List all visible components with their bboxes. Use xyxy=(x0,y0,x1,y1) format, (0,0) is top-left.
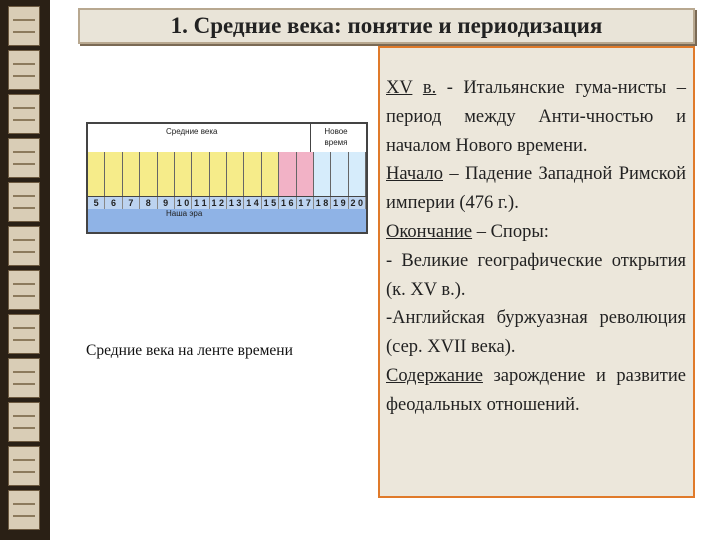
century-number: 1 8 xyxy=(314,197,331,209)
text-panel xyxy=(378,46,695,498)
century-number: 1 5 xyxy=(262,197,279,209)
timeline-column xyxy=(175,152,192,196)
start-text: – Падение Западной Римской империи (476 г.). xyxy=(386,164,686,214)
era-row xyxy=(88,209,366,232)
timeline-column xyxy=(210,152,227,196)
century-number: 1 1 xyxy=(192,197,209,209)
century-number: 9 xyxy=(158,197,175,209)
paragraph-discoveries: - Великие географические открытия (к. XV в.). xyxy=(386,250,686,300)
timeline-column xyxy=(192,152,209,196)
film-strip-cell xyxy=(8,226,40,266)
title-box xyxy=(78,8,695,44)
timeline-column xyxy=(227,152,244,196)
film-strip-cell xyxy=(8,402,40,442)
era-label: Наша эра xyxy=(166,209,203,218)
century-number: 1 3 xyxy=(227,197,244,209)
film-strip-cell xyxy=(8,314,40,354)
timeline-column xyxy=(349,152,366,196)
century-number: 6 xyxy=(105,197,122,209)
century-number-row xyxy=(88,196,366,210)
paragraph-content xyxy=(386,362,686,420)
century-label: XV xyxy=(386,78,413,98)
new-time-divider xyxy=(310,124,311,152)
left-panel xyxy=(78,48,378,498)
film-strip-cell xyxy=(8,138,40,178)
timeline-image xyxy=(86,122,368,234)
slide-title: 1. Средние века: понятие и периодизация xyxy=(170,13,603,38)
content-text: зарождение и развитие феодальных отношений. xyxy=(386,365,686,415)
film-strip-cell xyxy=(8,94,40,134)
timeline-column xyxy=(105,152,122,196)
timeline-column xyxy=(262,152,279,196)
century-number: 1 6 xyxy=(279,197,296,209)
film-strip-cell xyxy=(8,490,40,530)
timeline-column xyxy=(297,152,314,196)
century-number: 8 xyxy=(140,197,157,209)
end-text: – Споры: xyxy=(472,221,549,242)
timeline-column xyxy=(158,152,175,196)
film-strip-cell xyxy=(8,50,40,90)
century-number: 2 0 xyxy=(349,197,366,209)
film-strip-cell xyxy=(8,6,40,46)
timeline-column xyxy=(123,152,140,196)
end-label: Окончание xyxy=(386,221,473,242)
century-number: 7 xyxy=(123,197,140,209)
timeline-column xyxy=(279,152,296,196)
timeline-columns xyxy=(88,152,366,196)
century-number: 5 xyxy=(88,197,105,209)
century-number: 1 9 xyxy=(331,197,348,209)
paragraph-humanists xyxy=(386,74,686,160)
new-time-label: Новое время xyxy=(324,127,348,147)
paragraph-end xyxy=(386,218,686,247)
century-number: 1 4 xyxy=(244,197,261,209)
humanists-text: - Итальянские гума-нисты – период между Анти-чностью и началом Нового времени. xyxy=(386,78,687,156)
film-strip-cell xyxy=(8,446,40,486)
timeline-column xyxy=(314,152,331,196)
timeline-column xyxy=(88,152,105,196)
middle-ages-label: Средние века xyxy=(166,127,218,136)
content-label: Содержание xyxy=(386,365,483,386)
text-content xyxy=(386,74,686,420)
timeline-caption: Средние века на ленте времени xyxy=(86,342,293,359)
film-strip-cell xyxy=(8,270,40,310)
film-strip-decoration xyxy=(0,0,50,540)
paragraph-revolution: -Английская буржуазная революция (сер. XVII века). xyxy=(386,308,686,358)
start-label: Начало xyxy=(386,164,443,185)
timeline-column xyxy=(244,152,261,196)
timeline-column xyxy=(140,152,157,196)
film-strip-cell xyxy=(8,182,40,222)
paragraph-start xyxy=(386,160,686,218)
century-number: 1 7 xyxy=(297,197,314,209)
timeline-header xyxy=(88,124,366,153)
century-abbrev: в. xyxy=(422,78,437,98)
century-number: 1 0 xyxy=(175,197,192,209)
timeline-column xyxy=(331,152,348,196)
film-strip-cell xyxy=(8,358,40,398)
century-number: 1 2 xyxy=(210,197,227,209)
